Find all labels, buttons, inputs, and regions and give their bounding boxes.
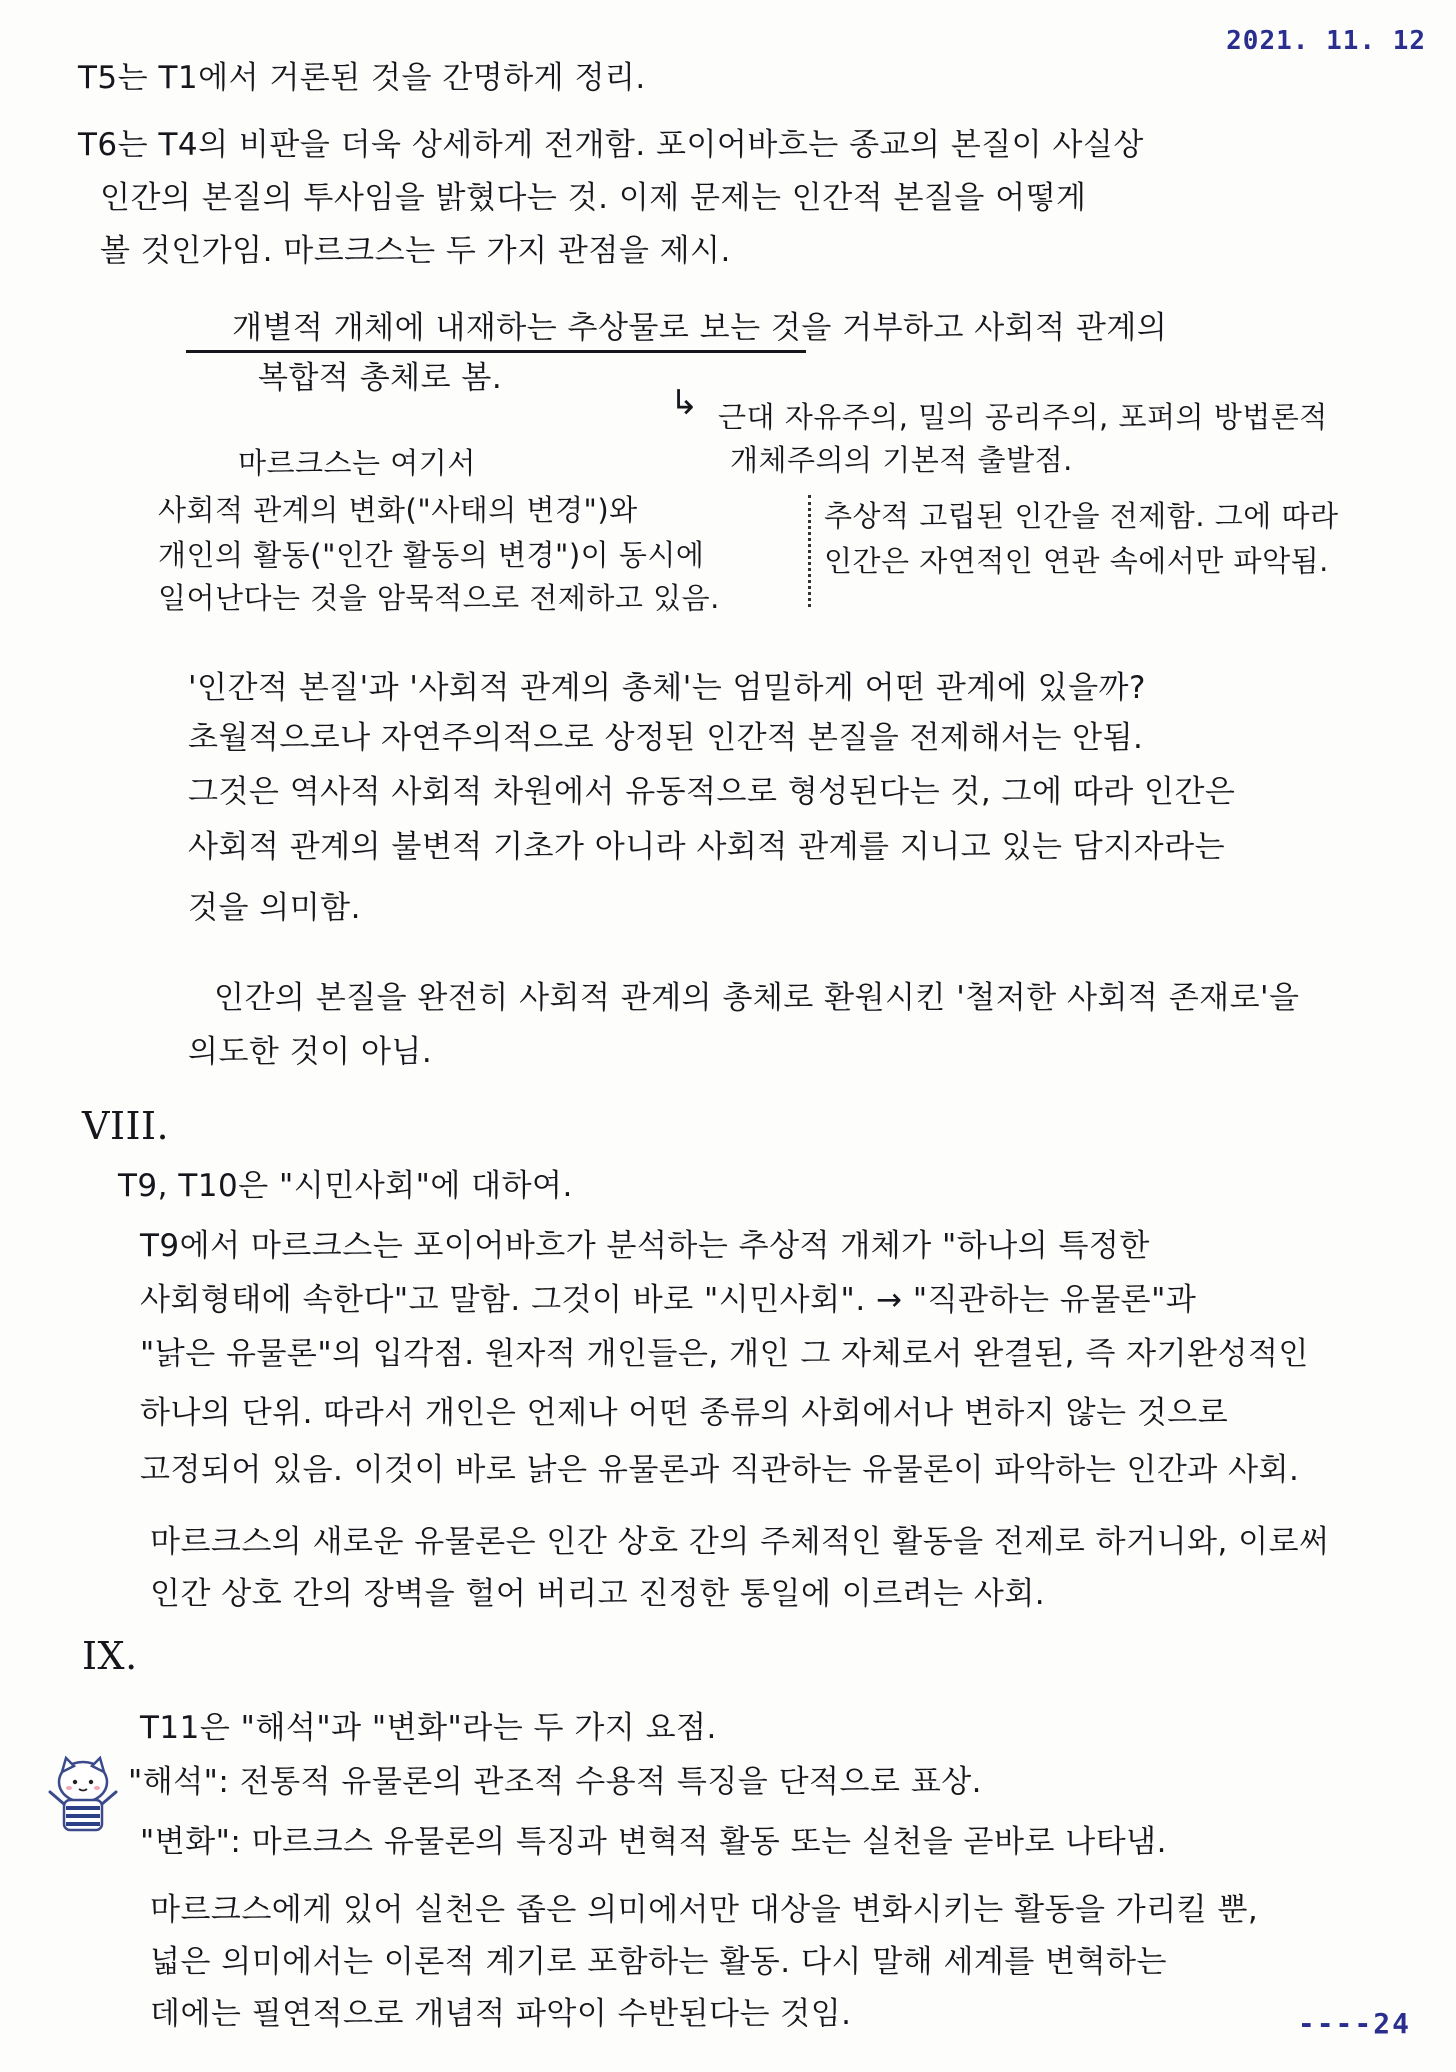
text-line: 사회적 관계의 불변적 기초가 아니라 사회적 관계를 지니고 있는 담지자라는 bbox=[188, 829, 1226, 865]
section-heading: VIII. bbox=[82, 1104, 170, 1148]
text-line: 사회적 관계의 변화("사태의 변경")와 bbox=[158, 493, 638, 527]
page-number: ----24 bbox=[1297, 2007, 1411, 2040]
text-line: 추상적 고립된 인간을 전제함. 그에 따라 bbox=[824, 499, 1339, 533]
text-line: 복합적 총체로 봄. bbox=[258, 360, 503, 396]
text-line: '인간적 본질'과 '사회적 관계의 총체'는 엄밀하게 어떤 관계에 있을까? bbox=[188, 670, 1146, 706]
text-line: 인간은 자연적인 연관 속에서만 파악됨. bbox=[824, 544, 1329, 578]
text-line: "해석": 전통적 유물론의 관조적 수용적 특징을 단적으로 표상. bbox=[128, 1764, 982, 1800]
text-line: T5는 T1에서 거론된 것을 간명하게 정리. bbox=[78, 60, 646, 96]
text-line: T11은 "해석"과 "변화"라는 두 가지 요점. bbox=[140, 1710, 717, 1746]
text-line: 인간의 본질을 완전히 사회적 관계의 총체로 환원시킨 '철저한 사회적 존재로'을 bbox=[214, 980, 1300, 1016]
text-line: 근대 자유주의, 밀의 공리주의, 포퍼의 방법론적 bbox=[718, 400, 1328, 434]
cat-sticker-icon bbox=[42, 1752, 124, 1838]
text-line: 의도한 것이 아님. bbox=[188, 1034, 433, 1070]
text-line: 마르크스는 여기서 bbox=[238, 446, 476, 480]
text-line: 넓은 의미에서는 이론적 계기로 포함하는 활동. 다시 말해 세계를 변혁하는 bbox=[150, 1944, 1167, 1980]
text-line: T6는 T4의 비판을 더욱 상세하게 전개함. 포이어바흐는 종교의 본질이 사실상 bbox=[78, 127, 1144, 163]
arrow-icon: ↳ bbox=[670, 383, 699, 423]
section-heading: IX. bbox=[82, 1634, 138, 1678]
text-line: 인간의 본질의 투사임을 밝혔다는 것. 이제 문제는 인간적 본질을 어떻게 bbox=[100, 180, 1087, 216]
underline bbox=[186, 350, 806, 353]
page-date: 2021. 11. 12 bbox=[1226, 26, 1426, 56]
text-line: 개인의 활동("인간 활동의 변경")이 동시에 bbox=[158, 538, 705, 572]
text-line: 고정되어 있음. 이것이 바로 낡은 유물론과 직관하는 유물론이 파악하는 인간과 사회. bbox=[140, 1452, 1300, 1488]
text-line: "변화": 마르크스 유물론의 특징과 변혁적 활동 또는 실천을 곧바로 나타냄. bbox=[140, 1824, 1167, 1860]
text-line: "낡은 유물론"의 입각점. 원자적 개인들은, 개인 그 자체로서 완결된, 즉 자기완성적인 bbox=[140, 1336, 1309, 1372]
text-line: 개별적 개체에 내재하는 추상물로 보는 것을 거부하고 사회적 관계의 bbox=[232, 310, 1168, 346]
text-line: 하나의 단위. 따라서 개인은 언제나 어떤 종류의 사회에서나 변하지 않는 것으로 bbox=[140, 1395, 1229, 1431]
text-line: 것을 의미함. bbox=[188, 890, 361, 926]
text-line: 마르크스에게 있어 실천은 좁은 의미에서만 대상을 변화시키는 활동을 가리킬 뿐, bbox=[150, 1892, 1259, 1928]
text-line: 마르크스의 새로운 유물론은 인간 상호 간의 주체적인 활동을 전제로 하거니와, 이로써 bbox=[150, 1524, 1330, 1560]
text-line: T9, T10은 "시민사회"에 대하여. bbox=[118, 1168, 573, 1204]
text-line: 초월적으로나 자연주의적으로 상정된 인간적 본질을 전제해서는 안됨. bbox=[188, 720, 1144, 756]
text-line: 일어난다는 것을 암묵적으로 전제하고 있음. bbox=[158, 581, 720, 615]
text-line: 인간 상호 간의 장벽을 헐어 버리고 진정한 통일에 이르려는 사회. bbox=[150, 1576, 1046, 1612]
text-line: 사회형태에 속한다"고 말함. 그것이 바로 "시민사회". → "직관하는 유물론"과 bbox=[140, 1282, 1197, 1318]
column-divider bbox=[808, 495, 811, 607]
text-line: 그것은 역사적 사회적 차원에서 유동적으로 형성된다는 것, 그에 따라 인간은 bbox=[188, 774, 1236, 810]
text-line: 개체주의의 기본적 출발점. bbox=[730, 443, 1073, 477]
text-line: T9에서 마르크스는 포이어바흐가 분석하는 추상적 개체가 "하나의 특정한 bbox=[140, 1228, 1150, 1264]
text-line: 볼 것인가임. 마르크스는 두 가지 관점을 제시. bbox=[100, 233, 731, 269]
text-line: 데에는 필연적으로 개념적 파악이 수반된다는 것임. bbox=[150, 1996, 852, 2032]
